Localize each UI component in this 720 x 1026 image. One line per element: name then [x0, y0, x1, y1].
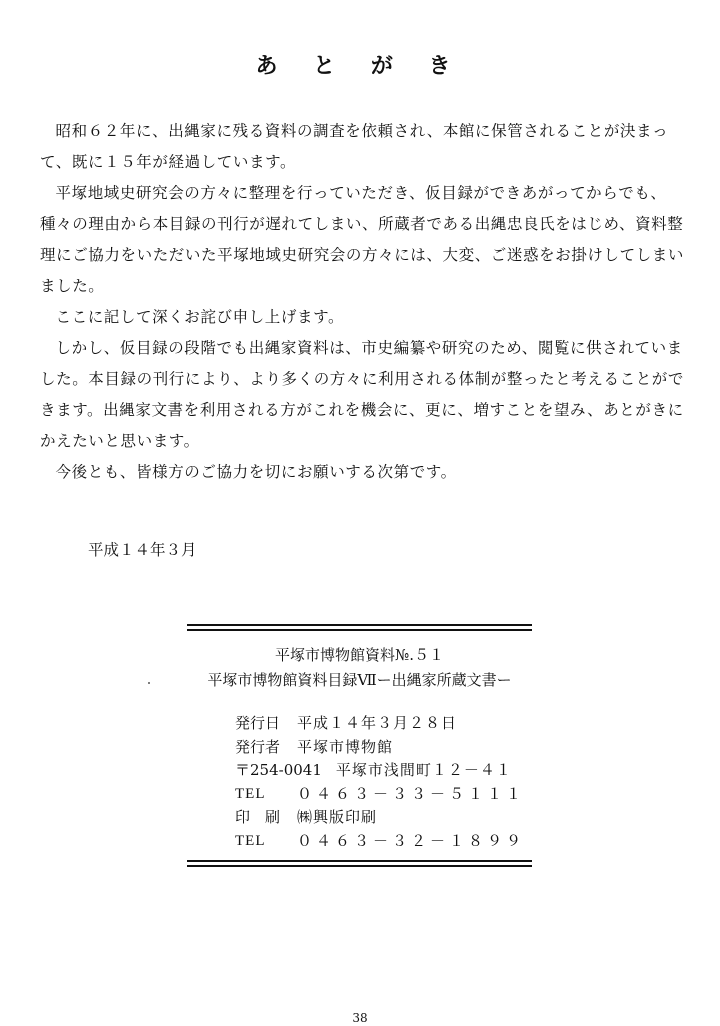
colophon-subtitle: 平塚市博物館資料目録Ⅶー出縄家所蔵文書ー: [207, 671, 512, 689]
colophon: [187, 624, 532, 870]
paragraph: ここに記して深くお詫び申し上げます。: [55, 308, 345, 326]
address-row: [235, 759, 525, 783]
publisher-row: [235, 736, 525, 760]
info-value: 平塚市浅間町１２－４１: [335, 761, 512, 779]
paragraph: 平塚地域史研究会の方々に整理を行っていただき、仮目録ができあがってからでも、種々の理由から本目録の刊行が遅れてしまい、所蔵者である出縄忠良氏をはじめ、資料整理にご協力をいただいた平塚地域史研究会の方々には、大変、ご迷惑をお掛けしてしまいました。: [40, 184, 685, 295]
page-title: あ と が き: [255, 53, 465, 79]
info-value: ０４６３－３２－１８９９: [297, 831, 526, 850]
page-number: 38: [352, 1011, 368, 1025]
info-label: 発行日: [235, 714, 281, 732]
paragraph: しかし、仮目録の段階でも出縄家資料は、市史編纂や研究のため、閲覧に供されていました。本目録の刊行により、より多くの方々に利用される体制が整ったと考えることができます。出縄家文書を利用される方がこれを機会に、更に、増すことを望み、あとがきにかえたいと思います。: [40, 339, 685, 450]
printer-row: [235, 806, 525, 830]
info-label: TEL: [235, 785, 266, 802]
scan-speck: [148, 682, 150, 684]
info-label: 発行者: [235, 737, 281, 756]
info-label: TEL: [235, 832, 266, 849]
info-value: ㈱興版印刷: [297, 808, 378, 826]
info-label: 〒254-0041: [235, 761, 322, 779]
afterword-body: [40, 116, 688, 488]
info-label: 印 刷: [235, 808, 281, 826]
paragraph: 昭和６２年に、出縄家に残る資料の調査を依頼され、本館に保管されることが決まって、既に１５年が経過しています。: [40, 122, 669, 171]
printer-phone-row: [235, 830, 525, 854]
info-value: 平成１４年３月２８日: [297, 714, 458, 732]
colophon-bottom-rule: [187, 860, 532, 867]
colophon-series: 平塚市博物館資料№.５１: [275, 646, 444, 664]
publication-info: [235, 712, 525, 853]
paragraph: 今後とも、皆様方のご協力を切にお願いする次第です。: [55, 463, 457, 481]
info-value: 平塚市博物館: [297, 737, 394, 756]
document-date: 平成１４年３月: [88, 541, 197, 559]
info-value: ０４６３－３３－５１１１: [297, 784, 526, 803]
colophon-top-rule: [187, 624, 532, 631]
publication-date-row: [235, 712, 525, 736]
phone-row: [235, 783, 525, 807]
